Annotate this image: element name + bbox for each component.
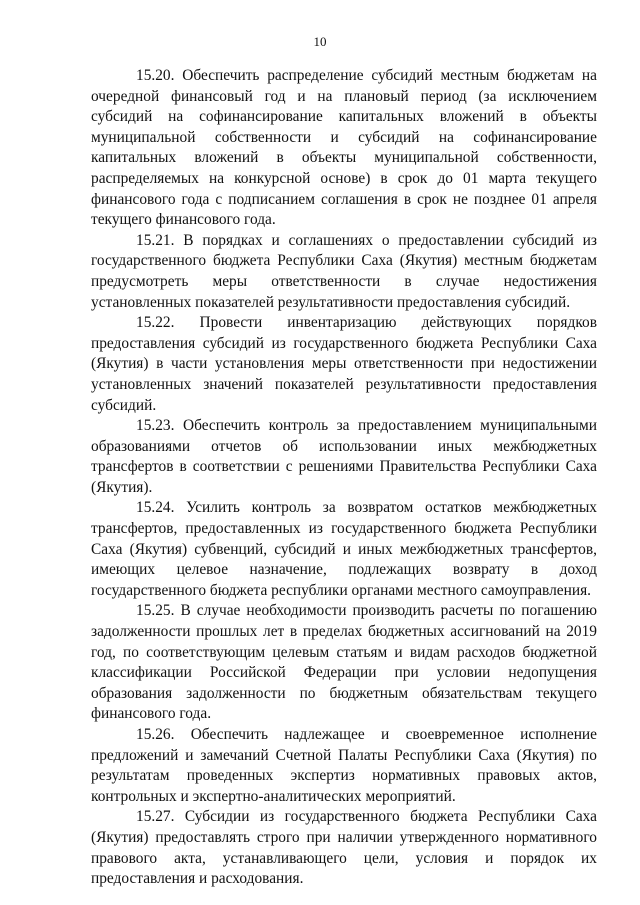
page-number: 10	[313, 34, 327, 49]
paragraph-15-20: 15.20. Обеспечить распределение субсидий местным бюджетам на очередной финансовый год и на плановый период (за исключением субсидий на софинансирование капитальных вложений в объекты муниципальной собственности и субсидий на софинансирование капитальных вложений в объекты муниципальной собственности, распределяемых на конкурсной основе) в срок до 01 марта текущего финансового года с подписанием соглашения в срок не позднее 01 апреля текущего финансового года.	[91, 67, 597, 229]
paragraph-15-27: 15.27. Субсидии из государственного бюджета Республики Саха (Якутия) предоставлять строго при наличии утвержденного нормативного правового акта, устанавливающего цели, условия и порядок их предоставления и расходования.	[91, 808, 597, 888]
paragraph-15-26: 15.26. Обеспечить надлежащее и своевременное исполнение предложений и замечаний Счетной Палаты Республики Саха (Якутия) по результатам проведенных экспертиз нормативных правовых актов, контрольных и экспертно-аналитических мероприятий.	[91, 726, 597, 805]
paragraph-15-24: 15.24. Усилить контроль за возвратом остатков межбюджетных трансфертов, предоставленных из государственного бюджета Республики Саха (Якутия) субвенций, субсидий и иных межбюджетных трансфертов, имеющих целевое назначение, подлежащих возврату в доход государственного бюджета республики органами местного самоуправления.	[91, 499, 597, 599]
paragraph-15-25: 15.25. В случае необходимости производить расчеты по погашению задолженности прошлых лет в пределах бюджетных ассигнований на 2019 год, по соответствующим целевым статьям и видам расходов бюджетной классификации Российской Федерации при условии недопущения образования задолженности по бюджетным обязательствам текущего финансового года.	[91, 602, 597, 723]
document-body	[91, 66, 597, 890]
paragraph-15-22: 15.22. Провести инвентаризацию действующих порядков предоставления субсидий из государственного бюджета Республики Саха (Якутия) в части установления меры ответственности при недостижении установленных значений показателей результативности предоставления субсидий.	[91, 314, 597, 414]
paragraph-15-23: 15.23. Обеспечить контроль за предоставлением муниципальными образованиями отчетов об использовании иных межбюджетных трансфертов в соответствии с решениями Правительства Республики Саха (Якутия).	[91, 417, 597, 496]
paragraph-15-21: 15.21. В порядках и соглашениях о предоставлении субсидий из государственного бюджета Республики Саха (Якутия) местным бюджетам предусмотреть меры ответственности в случае недостижения установленных показателей результативности предоставления субсидий.	[91, 231, 597, 311]
